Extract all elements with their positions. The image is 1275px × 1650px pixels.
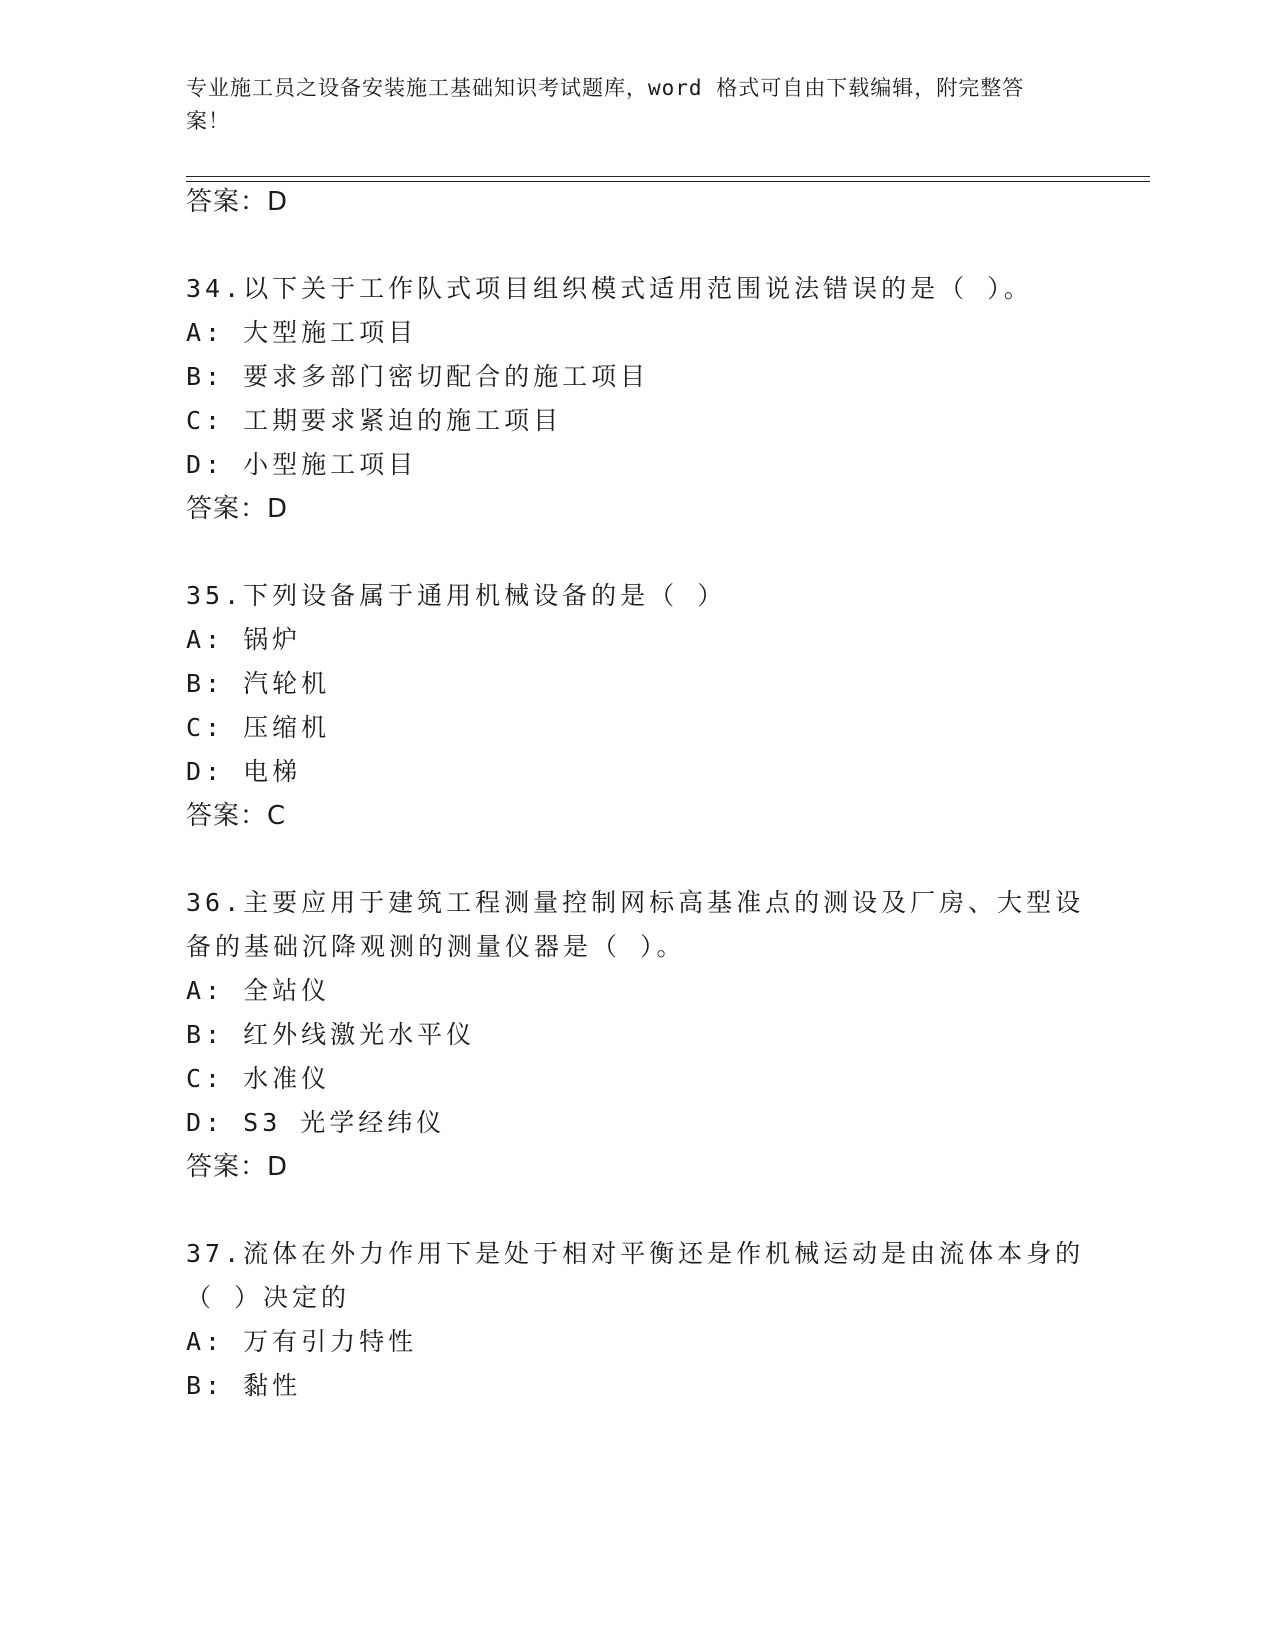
question-35-stem: 35.下列设备属于通用机械设备的是（ ） <box>186 581 727 610</box>
question-35-option-d: D: 电梯 <box>186 757 302 786</box>
question-36-option-d: D: S3 光学经纬仪 <box>186 1108 446 1137</box>
previous-answer: 答案：D <box>186 187 289 217</box>
question-37-option-a: A: 万有引力特性 <box>186 1327 418 1356</box>
header-divider <box>186 176 1150 182</box>
question-36-stem-line-1: 36.主要应用于建筑工程测量控制网标高基准点的测设及厂房、大型设 <box>186 888 1085 917</box>
question-35-option-b: B: 汽轮机 <box>186 669 331 698</box>
question-36-option-a: A: 全站仪 <box>186 976 331 1005</box>
question-36-stem-line-2: 备的基础沉降观测的测量仪器是（ ）。 <box>186 932 686 961</box>
question-34-option-a: A: 大型施工项目 <box>186 318 418 347</box>
question-34-answer: 答案：D <box>186 494 289 524</box>
question-36-option-c: C: 水准仪 <box>186 1064 331 1093</box>
document-header: 专业施工员之设备安装施工基础知识考试题库，word 格式可自由下载编辑，附完整答案！ <box>186 76 1025 133</box>
question-35-answer: 答案：C <box>186 801 287 831</box>
question-34-option-c: C: 工期要求紧迫的施工项目 <box>186 406 563 435</box>
question-35-option-a: A: 锅炉 <box>186 625 302 654</box>
question-34-option-d: D: 小型施工项目 <box>186 450 418 479</box>
question-37-stem-line-2: （ ）决定的 <box>186 1283 351 1312</box>
question-35-option-c: C: 压缩机 <box>186 713 331 742</box>
question-36-answer: 答案：D <box>186 1152 289 1182</box>
question-36-option-b: B: 红外线激光水平仪 <box>186 1020 476 1049</box>
question-37-option-b: B: 黏性 <box>186 1371 302 1400</box>
question-37-stem-line-1: 37.流体在外力作用下是处于相对平衡还是作机械运动是由流体本身的 <box>186 1239 1085 1268</box>
question-34-stem: 34.以下关于工作队式项目组织模式适用范围说法错误的是（ ）。 <box>186 274 1033 303</box>
question-34-option-b: B: 要求多部门密切配合的施工项目 <box>186 362 650 391</box>
